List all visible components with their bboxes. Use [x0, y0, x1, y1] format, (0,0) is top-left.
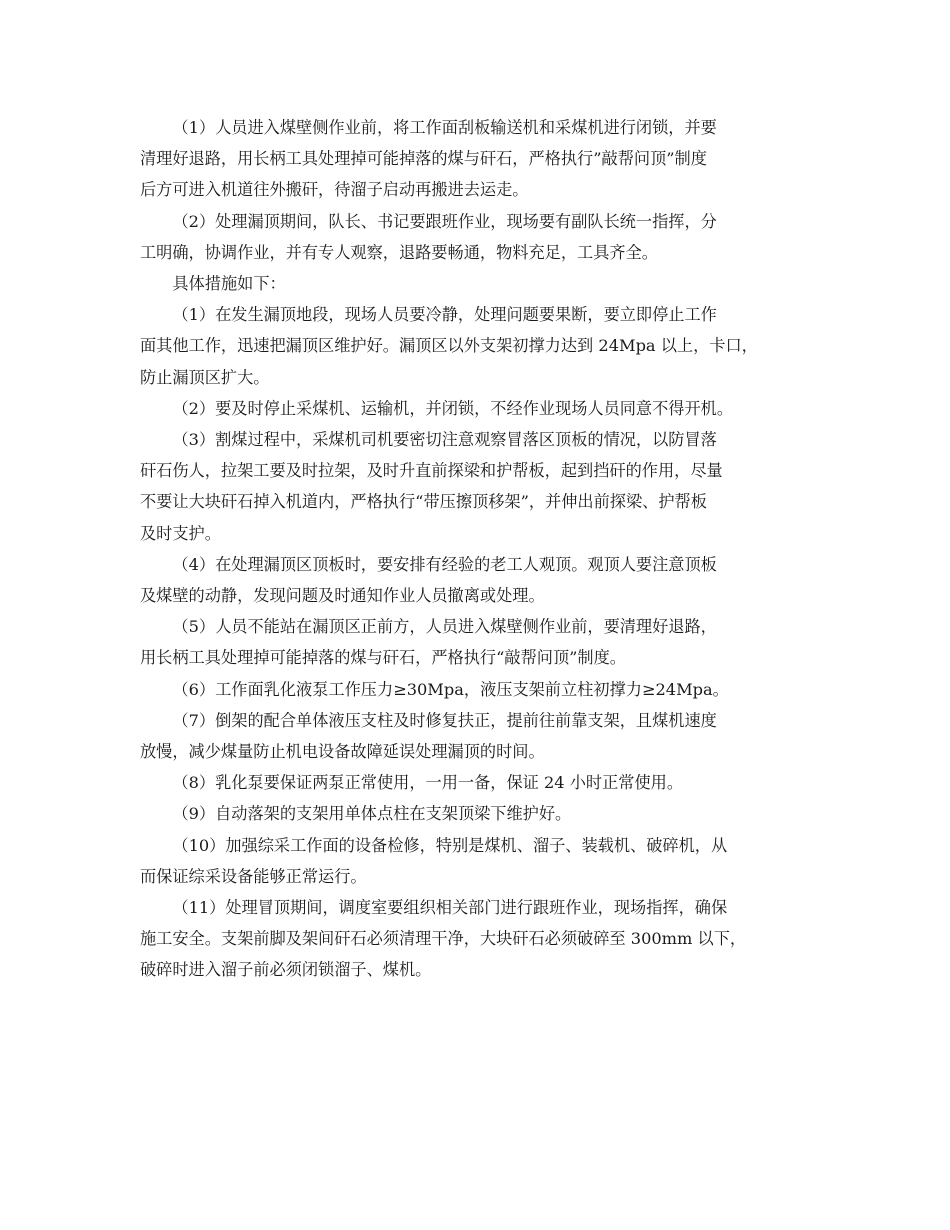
paragraph-line: 用长柄工具处理掉可能掉落的煤与矸石，严格执行“敲帮问顶”制度。: [140, 648, 626, 668]
paragraph-line: 施工安全。支架前脚及架间矸石必须清理干净，大块矸石必须破碎至 300mm 以下，: [140, 929, 747, 949]
paragraph-line: （11）处理冒顶期间，调度室要组织相关部门进行跟班作业，现场指挥，确保: [172, 898, 728, 918]
paragraph-line: （8）乳化泵要保证两泵正常使用，一用一备，保证 24 小时正常使用。: [172, 773, 684, 793]
paragraph-line: 工明确，协调作业，并有专人观察，退路要畅通，物料充足，工具齐全。: [140, 242, 658, 262]
paragraph-line: （4）在处理漏顶区顶板时，要安排有经验的老工人观顶。观顶人要注意顶板: [172, 554, 717, 574]
paragraph-line: 后方可进入机道往外搬矸，待溜子启动再搬进去运走。: [140, 180, 529, 200]
paragraph-line: 放慢，减少煤量防止机电设备故障延误处理漏顶的时间。: [140, 742, 545, 762]
paragraph-line: （3）割煤过程中，采煤机司机要密切注意观察冒落区顶板的情况，以防冒落: [172, 430, 717, 450]
paragraph: [140, 798, 812, 829]
paragraph-line: 而保证综采设备能够正常运行。: [140, 866, 367, 886]
paragraph-line: （2）要及时停止采煤机、运输机，并闭锁，不经作业现场人员同意不得开机。: [172, 398, 734, 418]
paragraph-line: （9）自动落架的支架用单体点柱在支架顶梁下维护好。: [172, 804, 572, 824]
paragraph-line: （5）人员不能站在漏顶区正前方，人员进入煤壁侧作业前，要清理好退路，: [172, 617, 717, 637]
paragraph-line: 破碎时进入溜子前必须闭锁溜子、煤机。: [140, 960, 432, 980]
paragraph-line: （10）加强综采工作面的设备检修，特别是煤机、溜子、装载机、破碎机，从: [172, 835, 728, 855]
paragraph: [140, 705, 812, 767]
paragraph: [140, 268, 812, 299]
paragraph-line: 防止漏顶区扩大。: [140, 367, 270, 387]
paragraph: [140, 112, 812, 206]
paragraph-line: （6）工作面乳化液泵工作压力≥30Mpa，液压支架前立柱初撑力≥24Mpa。: [172, 679, 729, 699]
paragraph-line: （2）处理漏顶期间，队长、书记要跟班作业，现场要有副队长统一指挥，分: [172, 211, 717, 231]
paragraph-line: （1）人员进入煤壁侧作业前，将工作面刮板输送机和采煤机进行闭锁，并要: [172, 118, 717, 137]
paragraph-line: （1）在发生漏顶地段，现场人员要冷静，处理问题要果断，要立即停止工作: [172, 305, 717, 325]
paragraph-line: 及时支护。: [140, 523, 221, 543]
paragraph: [140, 892, 812, 986]
paragraph: [140, 393, 812, 424]
paragraph: [140, 611, 812, 673]
paragraph-line: 具体措施如下：: [172, 274, 286, 294]
paragraph-line: 清理好退路，用长柄工具处理掉可能掉落的煤与矸石，严格执行”敲帮问顶”制度: [140, 149, 707, 169]
paragraph-line: （7）倒架的配合单体液压支柱及时修复扶正，提前往前靠支架，且煤机速度: [172, 710, 717, 730]
paragraph-line: 面其他工作，迅速把漏顶区维护好。漏顶区以外支架初撑力达到 24Mpa 以上，卡口，: [140, 336, 758, 356]
paragraph-line: 不要让大块矸石掉入机道内，严格执行“带压擦顶移架”，并伸出前探梁、护帮板: [140, 492, 707, 512]
paragraph-line: 及煤壁的动静，发现问题及时通知作业人员撤离或处理。: [140, 586, 545, 606]
paragraph: [140, 674, 812, 705]
paragraph: [140, 299, 812, 393]
paragraph: [140, 767, 812, 798]
paragraph: [140, 206, 812, 268]
document-body: [140, 112, 812, 986]
paragraph: [140, 549, 812, 611]
paragraph: [140, 830, 812, 892]
paragraph-line: 矸石伤人，拉架工要及时拉架，及时升直前探梁和护帮板，起到挡矸的作用，尽量: [140, 461, 723, 481]
paragraph: [140, 424, 812, 549]
